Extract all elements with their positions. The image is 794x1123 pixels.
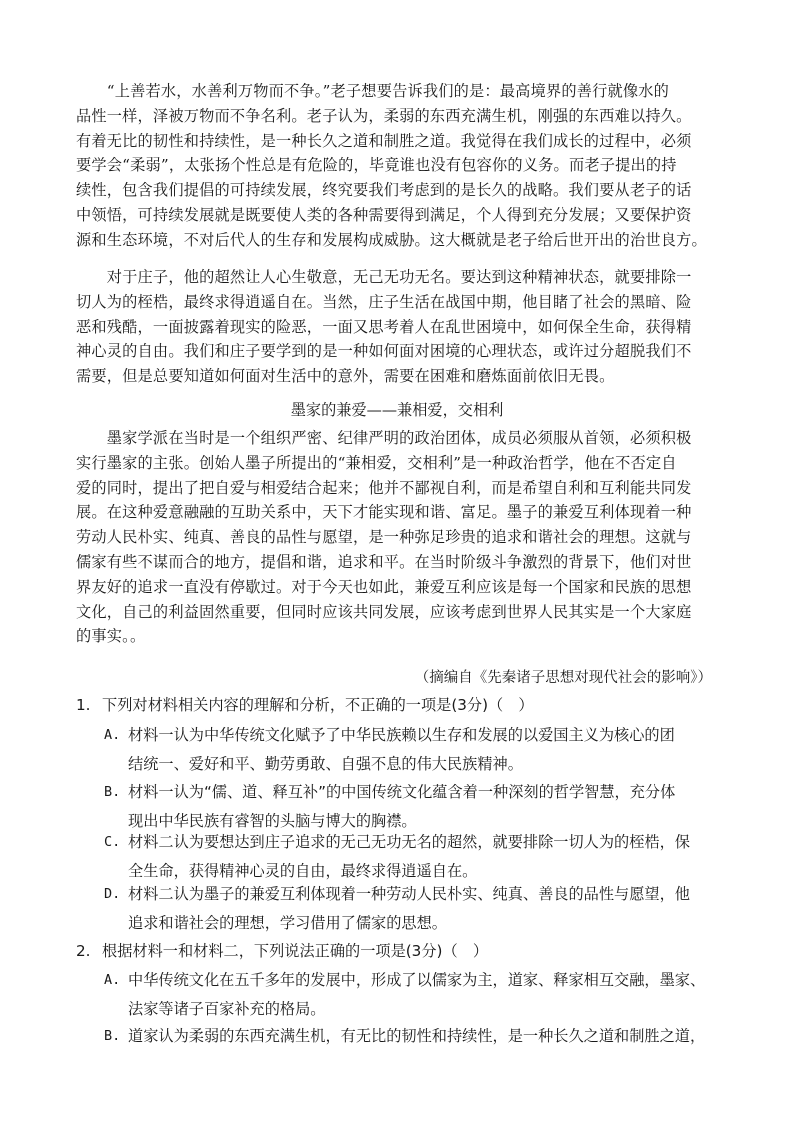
question-stem: 根据材料一和材料二，下列说法正确的一项是(3分)（ ）: [102, 942, 489, 960]
text-line: 劳动人民朴实、纯真、善良的品性与愿望，是一种弥足珍贵的追求和谐社会的理想。这就与: [76, 528, 692, 547]
option-line: 材料一认为中华传统文化赋予了中华民族赖以生存和发展的以爱国主义为核心的团: [128, 726, 675, 744]
option-text: [128, 966, 722, 1024]
section-title: 墨家的兼爱——兼相爱，交相利: [290, 401, 504, 419]
text-line: 品性一样，泽被万物而不争名利。老子认为，柔弱的东西充满生机，刚强的东西难以持久。: [76, 106, 692, 125]
text-line: 对于庄子，他的超然让人心生敬意，无己无功无名。要达到这种精神状态，就要排除一: [76, 268, 692, 286]
question-2-option-b[interactable]: [104, 1022, 722, 1052]
text-line: 需要，但是总要知道如何面对生活中的意外，需要在困难和磨炼面前依旧无畏。: [76, 367, 615, 386]
text-line: 实行墨家的主张。创始人墨子所提出的“兼相爱，交相利”是一种政治哲学，他在不否定自: [76, 453, 677, 472]
text-line: 恶和残酷，一面披露着现实的险恶，一面又思考着人在乱世困境中，如何保全生命，获得精: [76, 317, 692, 336]
option-text: [128, 828, 722, 886]
question-number: 2.: [76, 942, 91, 960]
option-line: 法家等诸子百家补充的格局。: [128, 1000, 326, 1018]
laozi-paragraph: [76, 79, 718, 253]
text-line: 文化，自己的利益固然重要，但同时应该共同发展，应该考虑到世界人民其实是一个大家庭: [76, 602, 692, 621]
text-line: 切人为的桎梏，最终求得逍遥自在。当然，庄子生活在战国中期，他目睹了社会的黑暗、险: [76, 292, 692, 311]
question-stem: 下列对材料相关内容的理解和分析，不正确的一项是(3分)（ ）: [102, 696, 534, 714]
text-line: 界友好的追求一直没有停歇过。对于今天也如此，兼爱互利应该是每一个国家和民族的思想: [76, 577, 692, 596]
source-citation: （摘编自《先秦诸子思想对现代社会的影响》）: [414, 670, 712, 686]
text-line: 神心灵的自由。我们和庄子要学到的是一种如何面对困境的心理状态，或许过分超脱我们不: [76, 342, 692, 361]
text-line: 有着无比的韧性和持续性，是一种长久之道和制胜之道。我觉得在我们成长的过程中，必须: [76, 131, 692, 150]
question-number: 1.: [76, 696, 91, 714]
option-line: 材料二认为墨子的兼爱互利体现着一种劳动人民朴实、纯真、善良的品性与愿望，他: [128, 885, 690, 903]
question-1-option-d[interactable]: [104, 880, 722, 938]
option-line: 结统一、爱好和平、勤劳勇敢、自强不息的伟大民族精神。: [128, 755, 523, 773]
option-line: 道家认为柔弱的东西充满生机，有无比的韧性和持续性，是一种长久之道和制胜之道，: [128, 1027, 706, 1045]
zhuangzi-paragraph: [76, 265, 718, 389]
text-line: “上善若水，水善利万物而不争。”老子想要告诉我们的是：最高境界的善行就像水的: [76, 82, 670, 100]
option-text: [128, 880, 722, 938]
option-line: 材料二认为要想达到庄子追求的无己无功无名的超然，就要排除一切人为的桎梏，保: [128, 833, 690, 851]
text-line: 续性，包含我们提倡的可持续发展，终究要我们考虑到的是长久的战略。我们要从老子的话: [76, 181, 692, 200]
option-letter: A.: [104, 727, 121, 743]
question-1-option-a[interactable]: [104, 721, 722, 779]
option-line: 追求和谐社会的理想，学习借用了儒家的思想。: [128, 914, 447, 932]
option-line: 中华传统文化在五千多年的发展中，形成了以儒家为主，道家、释家相互交融，墨家、: [128, 971, 706, 989]
question-1-option-c[interactable]: [104, 828, 722, 886]
option-line: 全生命，获得精神心灵的自由，最终求得逍遥自在。: [128, 862, 478, 880]
option-line: 材料一认为“儒、道、释互补”的中国传统文化蕴含着一种深刻的哲学智慧，充分体: [128, 783, 676, 801]
option-letter: B.: [104, 1028, 121, 1044]
option-letter: D.: [104, 886, 121, 902]
text-line: 展。在这种爱意融融的互助关系中，天下才能实现和谐、富足。墨子的兼爱互利体现着一种: [76, 503, 692, 522]
option-letter: B.: [104, 784, 121, 800]
option-letter: C.: [104, 834, 121, 850]
text-line: 要学会“柔弱”，太张扬个性总是有危险的，毕竟谁也没有包容你的义务。而老子提出的持: [76, 156, 677, 175]
text-line: 墨家学派在当时是一个组织严密、纪律严明的政治团体，成员必须服从首领，必须积极: [76, 429, 692, 447]
text-line: 中领悟，可持续发展就是既要使人类的各种需要得到满足，个人得到充分发展；又要保护资: [76, 205, 692, 224]
mohism-paragraph: [76, 426, 718, 649]
option-letter: A.: [104, 972, 121, 988]
option-text: [128, 721, 722, 779]
text-line: 的事实。。: [76, 627, 146, 646]
option-text: [128, 1022, 722, 1051]
text-line: 源和生态环境，不对后代人的生存和发展构成威胁。这大概就是老子给后世开出的治世良方。: [76, 230, 707, 249]
text-line: 儒家有些不谋而合的地方，提倡和谐，追求和平。在当时阶级斗争激烈的背景下，他们对世: [76, 552, 692, 571]
text-line: 爱的同时，提出了把自爱与相爱结合起来；他并不鄙视自利，而是希望自利和互利能共同发: [76, 478, 692, 497]
option-line: 现出中华民族有睿智的头脑与博大的胸襟。: [128, 812, 417, 830]
question-2-option-a[interactable]: [104, 966, 722, 1024]
